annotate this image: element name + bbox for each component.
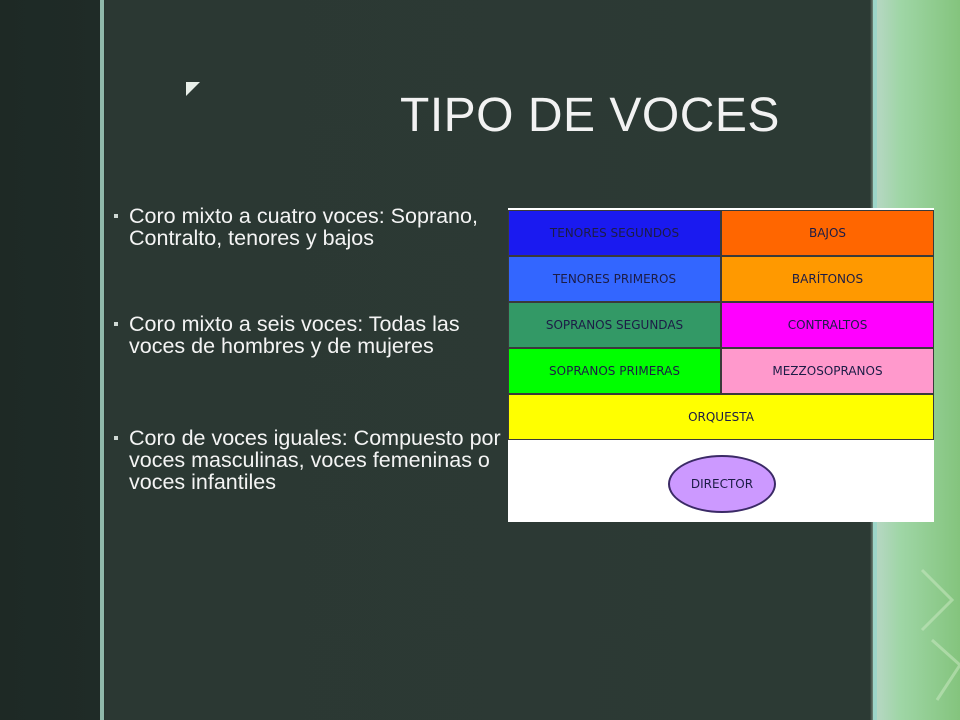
orchestra-cell: ORQUESTA <box>508 394 934 440</box>
slide-title: TIPO DE VOCES <box>400 89 780 142</box>
voice-cell-right: BARÍTONOS <box>721 256 934 302</box>
bullet-list <box>112 205 507 493</box>
voice-cell-left: TENORES SEGUNDOS <box>508 210 721 256</box>
bullet-item: Coro de voces iguales: Compuesto por voces masculinas, voces femeninas o voces infantiles <box>112 427 507 493</box>
voice-cell-left: TENORES PRIMEROS <box>508 256 721 302</box>
director-ellipse: DIRECTOR <box>668 455 776 513</box>
voice-cell-right: BAJOS <box>721 210 934 256</box>
choir-layout-diagram <box>508 208 934 522</box>
voice-cell-right: CONTRALTOS <box>721 302 934 348</box>
voice-cell-left: SOPRANOS SEGUNDAS <box>508 302 721 348</box>
voice-cell-left: SOPRANOS PRIMERAS <box>508 348 721 394</box>
bullet-item: Coro mixto a cuatro voces: Soprano, Contralto, tenores y bajos <box>112 205 507 249</box>
corner-mark-icon <box>186 82 200 96</box>
left-accent-line <box>100 0 104 720</box>
bullet-item: Coro mixto a seis voces: Todas las voces de hombres y de mujeres <box>112 313 507 357</box>
voice-cell-right: MEZZOSOPRANOS <box>721 348 934 394</box>
